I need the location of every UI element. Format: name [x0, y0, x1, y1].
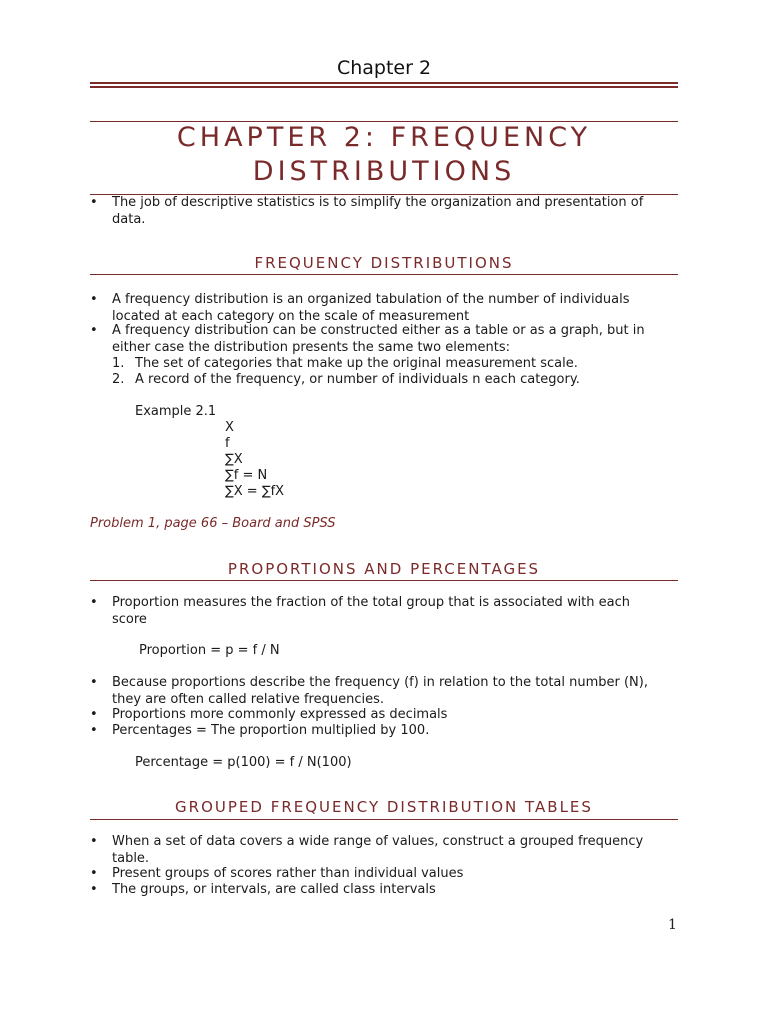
chapter-title-line-2: DISTRIBUTIONS	[252, 156, 516, 187]
bullet-dot: •	[90, 834, 98, 849]
item-number: 2.	[112, 372, 125, 387]
bullet-dot: •	[90, 707, 98, 722]
section-rule-grouped	[90, 819, 678, 820]
bullet-text: When a set of data covers a wide range of values, construct a grouped frequency table.	[112, 834, 644, 866]
bullet-dot: •	[90, 323, 98, 338]
example-line-sum-f: ∑f = N	[225, 468, 268, 483]
chapter-title	[90, 121, 678, 189]
bullet-dot: •	[90, 675, 98, 690]
bullet-text: Percentages = The proportion multiplied by 100.	[112, 723, 430, 738]
running-header: Chapter 2	[336, 57, 432, 79]
bullet-text: Proportions more commonly expressed as decimals	[112, 707, 448, 722]
header-rule-bottom	[90, 86, 678, 88]
bullet-dot: •	[90, 723, 98, 738]
example-line-x: X	[225, 420, 234, 435]
section-rule-proportions	[90, 580, 678, 581]
example-line-f: f	[225, 436, 230, 451]
bullet-text: The job of descriptive statistics is to simplify the organization and presentation of data.	[112, 195, 644, 227]
bullet-dot: •	[90, 292, 98, 307]
bullet-text: Proportion measures the fraction of the total group that is associated with each score	[112, 595, 631, 627]
chapter-title-line-1: CHAPTER 2: FREQUENCY	[176, 122, 592, 153]
header-rule-top	[90, 82, 678, 84]
problem-note: Problem 1, page 66 – Board and SPSS	[90, 516, 336, 531]
example-line-sum-fx: ∑X = ∑fX	[225, 484, 285, 499]
item-number: 1.	[112, 356, 125, 371]
bullet-text: A frequency distribution can be constructed either as a table or as a graph, but in either case the distribution presents the same two elements:	[112, 323, 645, 355]
example-line-sum-x: ∑X	[225, 452, 243, 467]
formula-percentage: Percentage = p(100) = f / N(100)	[135, 755, 352, 770]
section-heading-grouped: GROUPED FREQUENCY DISTRIBUTION TABLES	[175, 798, 593, 816]
section-heading-frequency: FREQUENCY DISTRIBUTIONS	[254, 254, 514, 272]
bullet-dot: •	[90, 595, 98, 610]
example-label: Example 2.1	[135, 404, 217, 419]
page-number: 1	[668, 917, 677, 933]
bullet-text: A frequency distribution is an organized tabulation of the number of individuals located at each category on the scale of measurement	[112, 292, 630, 324]
bullet-text: Because proportions describe the frequency (f) in relation to the total number (N), they are often called relative frequencies.	[112, 675, 648, 707]
bullet-text: Present groups of scores rather than individual values	[112, 866, 464, 881]
bullet-dot: •	[90, 195, 98, 210]
item-text: A record of the frequency, or number of individuals n each category.	[135, 372, 580, 387]
section-heading-proportions: PROPORTIONS AND PERCENTAGES	[227, 560, 541, 578]
formula-proportion: Proportion = p = f / N	[139, 643, 280, 658]
bullet-dot: •	[90, 882, 98, 897]
bullet-dot: •	[90, 866, 98, 881]
item-text: The set of categories that make up the original measurement scale.	[135, 356, 578, 371]
bullet-text: The groups, or intervals, are called class intervals	[112, 882, 436, 897]
section-rule-frequency	[90, 274, 678, 275]
